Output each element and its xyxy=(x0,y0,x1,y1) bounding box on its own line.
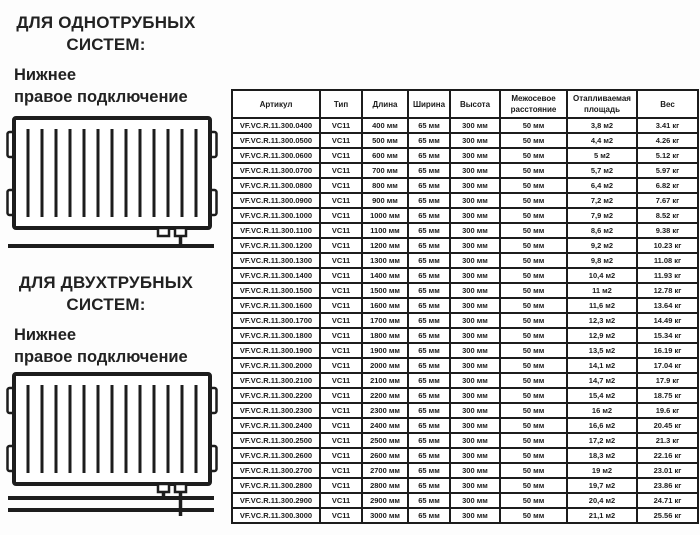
table-cell: 300 мм xyxy=(450,403,500,418)
radiator-two-pipe-diagram-icon xyxy=(6,370,218,522)
table-cell: 25.56 кг xyxy=(637,508,698,523)
table-cell: 17,2 м2 xyxy=(567,433,637,448)
subtitle-line: правое подключение xyxy=(14,88,188,106)
table-cell: 50 мм xyxy=(500,208,567,223)
table-cell: 13.64 кг xyxy=(637,298,698,313)
table-cell: 50 мм xyxy=(500,193,567,208)
table-cell: 2400 мм xyxy=(362,418,408,433)
column-header-6: Межосевое расстояние xyxy=(500,90,567,118)
table-cell: 300 мм xyxy=(450,133,500,148)
table-cell: 50 мм xyxy=(500,478,567,493)
table-cell: 14,7 м2 xyxy=(567,373,637,388)
table-cell: 300 мм xyxy=(450,148,500,163)
table-cell: 22.16 кг xyxy=(637,448,698,463)
title-line: ДЛЯ ОДНОТРУБНЫХ xyxy=(16,13,196,32)
table-cell: 1500 мм xyxy=(362,283,408,298)
table-cell: 65 мм xyxy=(408,448,450,463)
table-cell: 65 мм xyxy=(408,268,450,283)
table-row xyxy=(232,448,698,463)
table-cell: 800 мм xyxy=(362,178,408,193)
table-cell: 5.97 кг xyxy=(637,163,698,178)
left-panel xyxy=(0,0,230,535)
table-cell: 12.78 кг xyxy=(637,283,698,298)
table-cell: 24.71 кг xyxy=(637,493,698,508)
table-row xyxy=(232,508,698,523)
table-cell: VF.VC.R.11.300.1200 xyxy=(232,238,320,253)
table-cell: 50 мм xyxy=(500,448,567,463)
title-line: ДЛЯ ДВУХТРУБНЫХ xyxy=(18,273,194,292)
table-row xyxy=(232,493,698,508)
table-cell: VF.VC.R.11.300.2800 xyxy=(232,478,320,493)
table-row xyxy=(232,223,698,238)
table-cell: 300 мм xyxy=(450,358,500,373)
table-row xyxy=(232,463,698,478)
table-cell: VC11 xyxy=(320,238,362,253)
table-cell: VC11 xyxy=(320,343,362,358)
table-cell: VF.VC.R.11.300.2500 xyxy=(232,433,320,448)
table-cell: 16 м2 xyxy=(567,403,637,418)
table-cell: VF.VC.R.11.300.3000 xyxy=(232,508,320,523)
table-cell: 65 мм xyxy=(408,508,450,523)
table-cell: VC11 xyxy=(320,223,362,238)
table-cell: VF.VC.R.11.300.2400 xyxy=(232,418,320,433)
table-cell: VC11 xyxy=(320,373,362,388)
table-cell: 300 мм xyxy=(450,268,500,283)
table-cell: 50 мм xyxy=(500,313,567,328)
table-cell: VC11 xyxy=(320,403,362,418)
table-row xyxy=(232,433,698,448)
table-cell: 300 мм xyxy=(450,448,500,463)
table-cell: 65 мм xyxy=(408,193,450,208)
table-cell: 50 мм xyxy=(500,373,567,388)
table-row xyxy=(232,418,698,433)
table-cell: 300 мм xyxy=(450,388,500,403)
table-cell: 300 мм xyxy=(450,118,500,133)
table-cell: 21.3 кг xyxy=(637,433,698,448)
table-cell: 65 мм xyxy=(408,238,450,253)
table-cell: 50 мм xyxy=(500,133,567,148)
table-cell: 65 мм xyxy=(408,328,450,343)
table-cell: VC11 xyxy=(320,313,362,328)
table-cell: 50 мм xyxy=(500,358,567,373)
table-cell: 300 мм xyxy=(450,313,500,328)
table-cell: 21,1 м2 xyxy=(567,508,637,523)
table-cell: 400 мм xyxy=(362,118,408,133)
table-cell: 1800 мм xyxy=(362,328,408,343)
table-cell: VF.VC.R.11.300.0600 xyxy=(232,148,320,163)
table-cell: 300 мм xyxy=(450,493,500,508)
table-cell: 50 мм xyxy=(500,223,567,238)
table-cell: 7,2 м2 xyxy=(567,193,637,208)
table-cell: 23.01 кг xyxy=(637,463,698,478)
table-cell: 3000 мм xyxy=(362,508,408,523)
table-cell: 14.49 кг xyxy=(637,313,698,328)
two-pipe-section-subtitle xyxy=(14,324,224,368)
table-cell: 1100 мм xyxy=(362,223,408,238)
table-cell: 65 мм xyxy=(408,418,450,433)
table-cell: 2200 мм xyxy=(362,388,408,403)
table-cell: VC11 xyxy=(320,358,362,373)
table-cell: 300 мм xyxy=(450,373,500,388)
table-cell: 2600 мм xyxy=(362,448,408,463)
table-cell: VC11 xyxy=(320,133,362,148)
table-row xyxy=(232,478,698,493)
table-cell: VF.VC.R.11.300.0800 xyxy=(232,178,320,193)
table-row xyxy=(232,178,698,193)
table-cell: 15.34 кг xyxy=(637,328,698,343)
table-cell: VC11 xyxy=(320,208,362,223)
table-row xyxy=(232,343,698,358)
table-cell: 6.82 кг xyxy=(637,178,698,193)
table-cell: 300 мм xyxy=(450,298,500,313)
table-cell: VC11 xyxy=(320,478,362,493)
table-cell: 1000 мм xyxy=(362,208,408,223)
table-cell: 50 мм xyxy=(500,463,567,478)
radiator-spec-table xyxy=(231,89,699,524)
table-cell: 50 мм xyxy=(500,238,567,253)
table-cell: VF.VC.R.11.300.2700 xyxy=(232,463,320,478)
table-cell: VF.VC.R.11.300.0700 xyxy=(232,163,320,178)
table-cell: VF.VC.R.11.300.1000 xyxy=(232,208,320,223)
table-cell: VC11 xyxy=(320,163,362,178)
table-cell: 65 мм xyxy=(408,403,450,418)
table-cell: 65 мм xyxy=(408,163,450,178)
table-cell: VC11 xyxy=(320,178,362,193)
table-body xyxy=(232,118,698,523)
single-pipe-section-title xyxy=(8,12,204,56)
table-cell: VF.VC.R.11.300.0900 xyxy=(232,193,320,208)
table-header xyxy=(232,90,698,118)
table-cell: VC11 xyxy=(320,193,362,208)
table-cell: VC11 xyxy=(320,388,362,403)
table-row xyxy=(232,193,698,208)
spec-table-area xyxy=(231,89,699,524)
column-header-8: Вес xyxy=(637,90,698,118)
table-cell: 2900 мм xyxy=(362,493,408,508)
table-cell: VC11 xyxy=(320,118,362,133)
table-cell: 300 мм xyxy=(450,478,500,493)
table-cell: VC11 xyxy=(320,298,362,313)
table-cell: 16.19 кг xyxy=(637,343,698,358)
table-row xyxy=(232,403,698,418)
table-cell: VF.VC.R.11.300.1600 xyxy=(232,298,320,313)
table-cell: 50 мм xyxy=(500,328,567,343)
table-cell: 300 мм xyxy=(450,433,500,448)
table-cell: 17.9 кг xyxy=(637,373,698,388)
table-cell: VF.VC.R.11.300.1900 xyxy=(232,343,320,358)
table-cell: 1400 мм xyxy=(362,268,408,283)
table-cell: 65 мм xyxy=(408,148,450,163)
table-cell: 23.86 кг xyxy=(637,478,698,493)
table-cell: 2300 мм xyxy=(362,403,408,418)
table-cell: 50 мм xyxy=(500,508,567,523)
table-cell: VC11 xyxy=(320,328,362,343)
table-cell: 300 мм xyxy=(450,508,500,523)
column-header-2: Тип xyxy=(320,90,362,118)
table-row xyxy=(232,253,698,268)
table-cell: 900 мм xyxy=(362,193,408,208)
two-pipe-section-title xyxy=(8,272,204,316)
table-cell: 65 мм xyxy=(408,493,450,508)
table-cell: 11,6 м2 xyxy=(567,298,637,313)
table-cell: VF.VC.R.11.300.0400 xyxy=(232,118,320,133)
table-cell: VF.VC.R.11.300.2300 xyxy=(232,403,320,418)
table-cell: 15,4 м2 xyxy=(567,388,637,403)
table-cell: 50 мм xyxy=(500,343,567,358)
table-cell: 65 мм xyxy=(408,133,450,148)
table-cell: 50 мм xyxy=(500,163,567,178)
table-cell: 300 мм xyxy=(450,178,500,193)
table-cell: 9,8 м2 xyxy=(567,253,637,268)
table-cell: 65 мм xyxy=(408,433,450,448)
table-cell: 19,7 м2 xyxy=(567,478,637,493)
table-cell: 65 мм xyxy=(408,373,450,388)
table-cell: 65 мм xyxy=(408,208,450,223)
table-cell: 20,4 м2 xyxy=(567,493,637,508)
table-cell: 2500 мм xyxy=(362,433,408,448)
table-cell: 2000 мм xyxy=(362,358,408,373)
table-cell: 12,3 м2 xyxy=(567,313,637,328)
table-cell: 5,7 м2 xyxy=(567,163,637,178)
table-row xyxy=(232,313,698,328)
subtitle-line: Нижнее xyxy=(14,326,77,344)
table-cell: VF.VC.R.11.300.2900 xyxy=(232,493,320,508)
table-cell: 300 мм xyxy=(450,328,500,343)
table-cell: 65 мм xyxy=(408,178,450,193)
table-row xyxy=(232,118,698,133)
table-cell: 500 мм xyxy=(362,133,408,148)
table-cell: 11.93 кг xyxy=(637,268,698,283)
table-cell: 6,4 м2 xyxy=(567,178,637,193)
table-cell: 12,9 м2 xyxy=(567,328,637,343)
table-row xyxy=(232,283,698,298)
table-row xyxy=(232,358,698,373)
table-cell: 50 мм xyxy=(500,388,567,403)
table-cell: 1900 мм xyxy=(362,343,408,358)
table-cell: 4.26 кг xyxy=(637,133,698,148)
table-cell: 7,9 м2 xyxy=(567,208,637,223)
table-cell: VF.VC.R.11.300.1800 xyxy=(232,328,320,343)
table-cell: 300 мм xyxy=(450,238,500,253)
table-cell: 14,1 м2 xyxy=(567,358,637,373)
table-cell: 300 мм xyxy=(450,193,500,208)
table-row xyxy=(232,163,698,178)
table-cell: 50 мм xyxy=(500,418,567,433)
table-cell: 50 мм xyxy=(500,298,567,313)
subtitle-line: Нижнее xyxy=(14,66,77,84)
table-cell: 50 мм xyxy=(500,253,567,268)
table-cell: 1600 мм xyxy=(362,298,408,313)
table-cell: 3.41 кг xyxy=(637,118,698,133)
title-line: СИСТЕМ: xyxy=(66,295,146,314)
table-cell: VC11 xyxy=(320,433,362,448)
table-cell: 65 мм xyxy=(408,298,450,313)
table-cell: 19 м2 xyxy=(567,463,637,478)
table-cell: 300 мм xyxy=(450,418,500,433)
table-cell: 11 м2 xyxy=(567,283,637,298)
table-cell: 50 мм xyxy=(500,403,567,418)
table-cell: 18,3 м2 xyxy=(567,448,637,463)
single-pipe-section-subtitle xyxy=(14,64,224,108)
table-cell: VC11 xyxy=(320,493,362,508)
table-cell: VF.VC.R.11.300.2000 xyxy=(232,358,320,373)
table-cell: 65 мм xyxy=(408,313,450,328)
table-cell: VC11 xyxy=(320,148,362,163)
table-cell: 50 мм xyxy=(500,148,567,163)
table-cell: 65 мм xyxy=(408,478,450,493)
table-cell: 65 мм xyxy=(408,283,450,298)
table-cell: 300 мм xyxy=(450,163,500,178)
table-cell: 65 мм xyxy=(408,358,450,373)
table-cell: 300 мм xyxy=(450,343,500,358)
table-cell: 19.6 кг xyxy=(637,403,698,418)
table-cell: 300 мм xyxy=(450,463,500,478)
table-cell: 2800 мм xyxy=(362,478,408,493)
table-cell: VC11 xyxy=(320,253,362,268)
table-cell: 50 мм xyxy=(500,118,567,133)
table-cell: 50 мм xyxy=(500,283,567,298)
table-cell: 300 мм xyxy=(450,223,500,238)
table-cell: 13,5 м2 xyxy=(567,343,637,358)
table-cell: 65 мм xyxy=(408,223,450,238)
table-cell: 10,4 м2 xyxy=(567,268,637,283)
column-header-4: Ширина xyxy=(408,90,450,118)
table-row xyxy=(232,268,698,283)
table-row xyxy=(232,133,698,148)
table-cell: 3,8 м2 xyxy=(567,118,637,133)
table-cell: VF.VC.R.11.300.2600 xyxy=(232,448,320,463)
table-cell: 300 мм xyxy=(450,283,500,298)
table-cell: 50 мм xyxy=(500,493,567,508)
table-cell: 2100 мм xyxy=(362,373,408,388)
table-header-row xyxy=(232,90,698,118)
table-row xyxy=(232,148,698,163)
table-cell: VC11 xyxy=(320,463,362,478)
table-cell: 50 мм xyxy=(500,268,567,283)
table-cell: 4,4 м2 xyxy=(567,133,637,148)
table-cell: VC11 xyxy=(320,268,362,283)
table-cell: VF.VC.R.11.300.0500 xyxy=(232,133,320,148)
table-cell: 16,6 м2 xyxy=(567,418,637,433)
table-cell: 9,2 м2 xyxy=(567,238,637,253)
table-cell: 65 мм xyxy=(408,388,450,403)
table-cell: 65 мм xyxy=(408,253,450,268)
table-cell: 8.52 кг xyxy=(637,208,698,223)
table-cell: VF.VC.R.11.300.1500 xyxy=(232,283,320,298)
column-header-1: Артикул xyxy=(232,90,320,118)
title-line: СИСТЕМ: xyxy=(66,35,146,54)
table-cell: VF.VC.R.11.300.1300 xyxy=(232,253,320,268)
table-cell: VC11 xyxy=(320,283,362,298)
table-cell: 300 мм xyxy=(450,253,500,268)
table-cell: 700 мм xyxy=(362,163,408,178)
table-cell: 2700 мм xyxy=(362,463,408,478)
table-cell: 300 мм xyxy=(450,208,500,223)
table-row xyxy=(232,328,698,343)
table-row xyxy=(232,388,698,403)
column-header-3: Длина xyxy=(362,90,408,118)
table-cell: 5.12 кг xyxy=(637,148,698,163)
table-row xyxy=(232,298,698,313)
column-header-5: Высота xyxy=(450,90,500,118)
table-cell: VC11 xyxy=(320,508,362,523)
table-cell: 600 мм xyxy=(362,148,408,163)
table-cell: 65 мм xyxy=(408,343,450,358)
table-cell: 7.67 кг xyxy=(637,193,698,208)
table-cell: 9.38 кг xyxy=(637,223,698,238)
table-cell: 65 мм xyxy=(408,463,450,478)
table-cell: VC11 xyxy=(320,418,362,433)
table-cell: VF.VC.R.11.300.1100 xyxy=(232,223,320,238)
table-cell: 50 мм xyxy=(500,178,567,193)
table-row xyxy=(232,238,698,253)
table-cell: 1300 мм xyxy=(362,253,408,268)
table-cell: 10.23 кг xyxy=(637,238,698,253)
table-cell: 11.08 кг xyxy=(637,253,698,268)
table-cell: 65 мм xyxy=(408,118,450,133)
table-cell: 50 мм xyxy=(500,433,567,448)
table-cell: VF.VC.R.11.300.1400 xyxy=(232,268,320,283)
table-cell: VF.VC.R.11.300.2200 xyxy=(232,388,320,403)
table-cell: 1700 мм xyxy=(362,313,408,328)
table-row xyxy=(232,208,698,223)
table-cell: VC11 xyxy=(320,448,362,463)
table-cell: 20.45 кг xyxy=(637,418,698,433)
table-cell: VF.VC.R.11.300.2100 xyxy=(232,373,320,388)
table-cell: 1200 мм xyxy=(362,238,408,253)
table-row xyxy=(232,373,698,388)
table-cell: 17.04 кг xyxy=(637,358,698,373)
table-cell: VF.VC.R.11.300.1700 xyxy=(232,313,320,328)
radiator-single-pipe-diagram-icon xyxy=(6,110,218,252)
column-header-7: Отапливаемая площадь xyxy=(567,90,637,118)
subtitle-line: правое подключение xyxy=(14,348,188,366)
table-cell: 5 м2 xyxy=(567,148,637,163)
table-cell: 18.75 кг xyxy=(637,388,698,403)
table-cell: 8,6 м2 xyxy=(567,223,637,238)
